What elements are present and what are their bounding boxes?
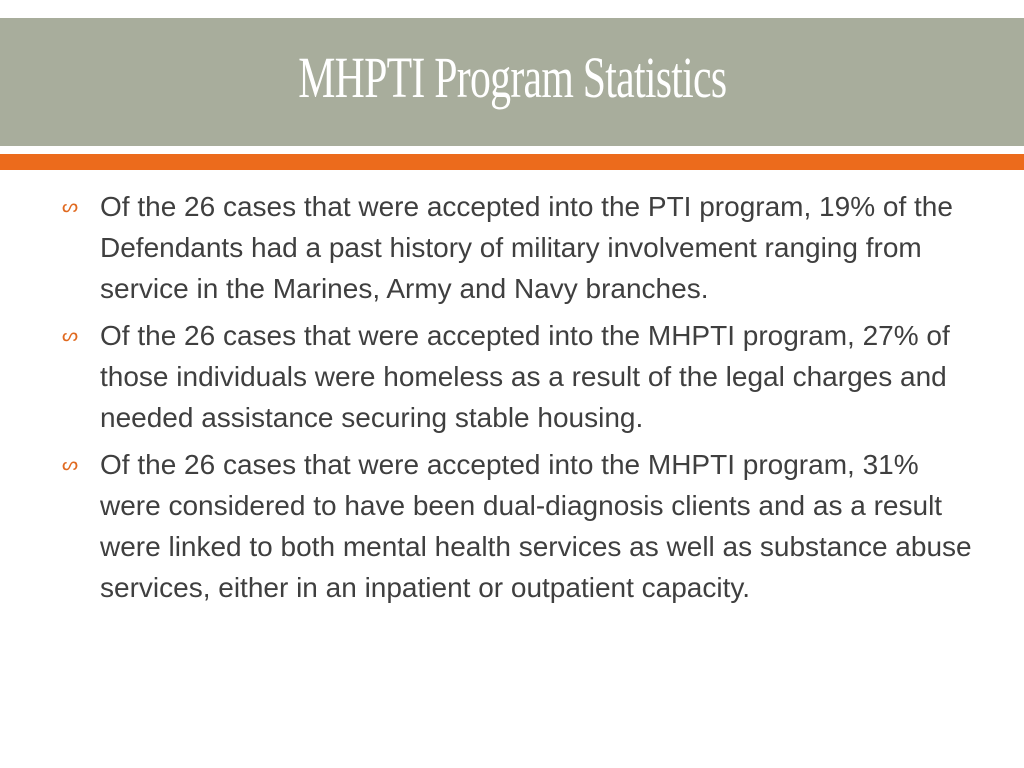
slide-title: MHPTI Program Statistics: [297, 44, 727, 110]
scroll-bullet-icon: ᔕ: [62, 454, 79, 474]
bullet-item-1: [62, 186, 972, 309]
bullet-item-2: [62, 315, 972, 438]
title-divider-gap: [0, 146, 1024, 154]
title-band: [0, 18, 1024, 146]
bullet-item-3: [62, 444, 972, 608]
bullet-text-1: Of the 26 cases that were accepted into the PTI program, 19% of the Defendants had a past history of military involvement ranging from service in the Marines, Army and Navy branches.: [100, 191, 953, 304]
bullet-text-2: Of the 26 cases that were accepted into the MHPTI program, 27% of those individuals were homeless as a result of the legal charges and needed assistance securing stable housing.: [100, 320, 950, 433]
bullet-list: [62, 186, 972, 614]
bullet-text-3: Of the 26 cases that were accepted into the MHPTI program, 31% were considered to have been dual-diagnosis clients and as a result were linked to both mental health services as well as substance abuse services, either in an inpatient or outpatient capacity.: [100, 449, 972, 603]
scroll-bullet-icon: ᔕ: [62, 196, 79, 216]
scroll-bullet-icon: ᔕ: [62, 325, 79, 345]
accent-rule: [0, 154, 1024, 170]
